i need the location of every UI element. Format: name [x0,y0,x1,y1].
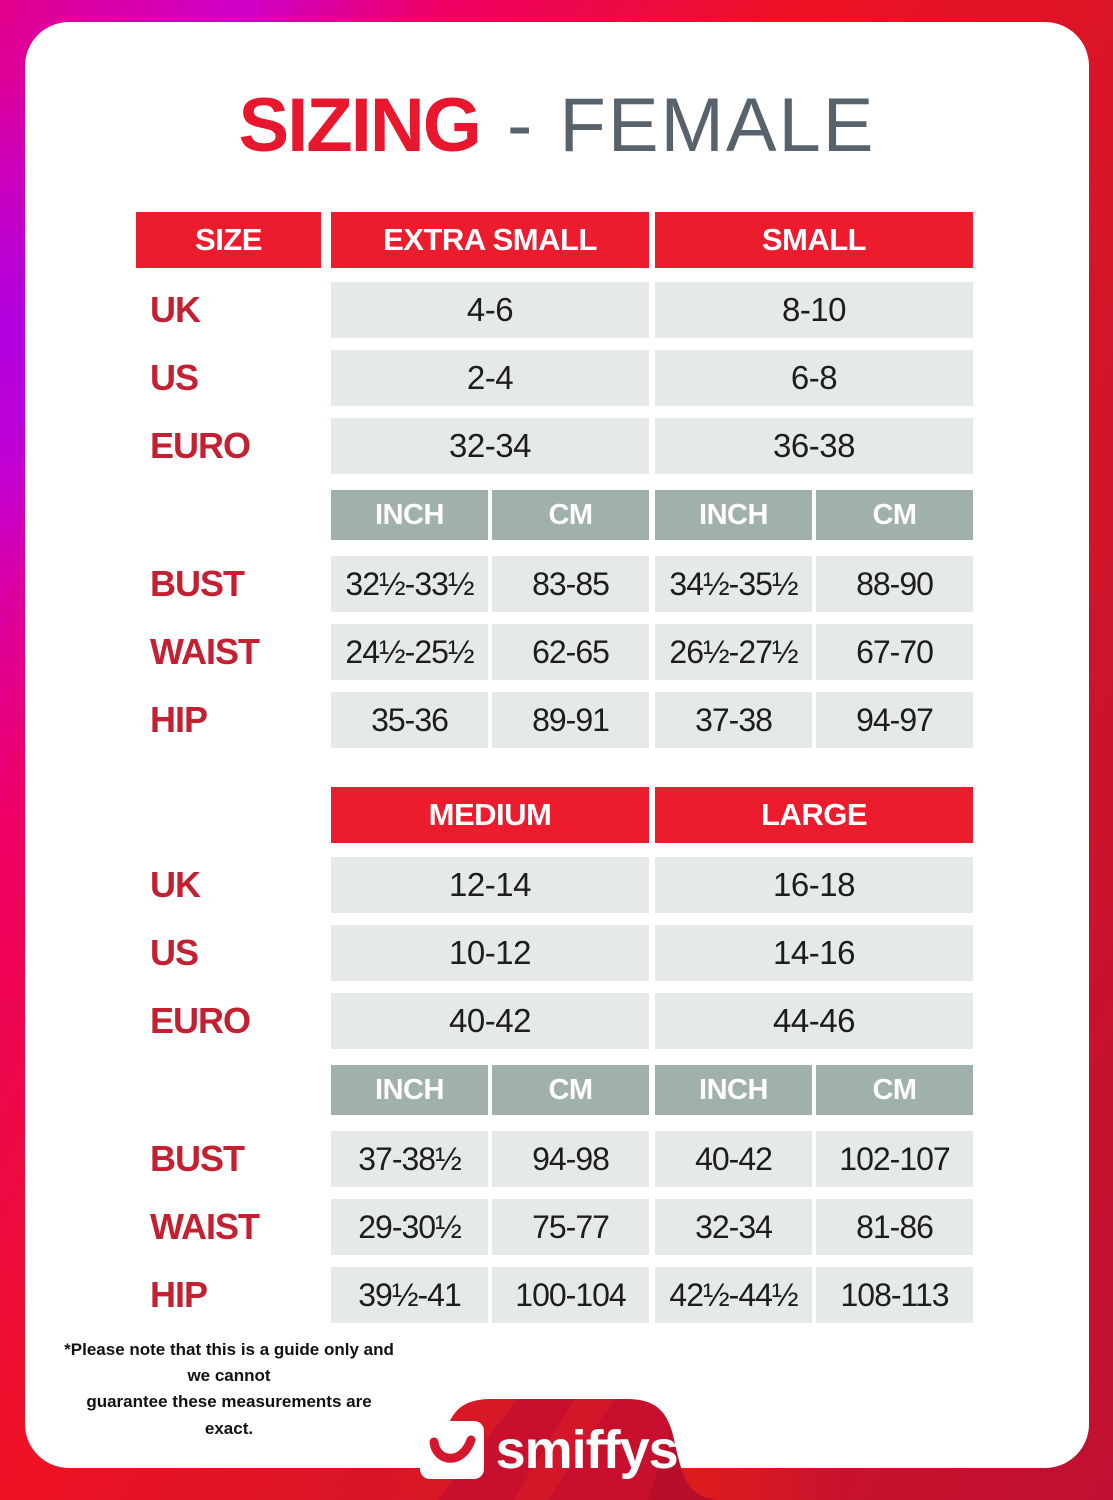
row-label: US [150,357,199,398]
row-label: BUST [150,563,244,604]
cell: 94-98 [492,1131,649,1187]
table-row-waist [136,1199,973,1255]
row-label: WAIST [150,631,259,672]
unit-header-cm: CM [492,1065,649,1115]
cell: 39½-41 [331,1267,488,1323]
cell: 44-46 [655,993,973,1049]
smile-glyph [426,1428,478,1472]
cell: 36-38 [655,418,973,474]
table-row-euro [136,993,973,1049]
cell: 2-4 [331,350,649,406]
row-label: UK [150,289,200,330]
row-label: UK [150,864,200,905]
cell: 34½-35½ [655,556,812,612]
row-label: HIP [150,1274,208,1315]
spacer [136,1065,321,1115]
row-label: EURO [150,425,251,466]
column-header-medium: MEDIUM [331,787,649,843]
table-row-bust [136,556,973,612]
table-row-us [136,350,973,406]
unit-header-cm: CM [816,490,973,540]
cell: 100-104 [492,1267,649,1323]
cell: 89-91 [492,692,649,748]
cell: 81-86 [816,1199,973,1255]
cell: 10-12 [331,925,649,981]
logo-wordmark: smiffys [495,1420,678,1480]
unit-header-inch: INCH [331,1065,488,1115]
size-table-m-l [136,787,973,1335]
table-row-waist [136,624,973,680]
smile-icon [420,1421,484,1479]
cell: 14-16 [655,925,973,981]
cell: 40-42 [331,993,649,1049]
table-row-hip [136,1267,973,1323]
table-row-uk [136,857,973,913]
size-table-xs-s [136,212,973,760]
cell: 16-18 [655,857,973,913]
title-separator: - [506,83,533,168]
unit-header-inch: INCH [655,490,812,540]
cell: 108-113 [816,1267,973,1323]
unit-header-row [136,490,973,540]
cell: 32½-33½ [331,556,488,612]
cell: 35-36 [331,692,488,748]
row-label: WAIST [150,1206,259,1247]
cell: 94-97 [816,692,973,748]
cell: 37-38½ [331,1131,488,1187]
size-header-cell: SIZE [136,212,321,268]
cell: 24½-25½ [331,624,488,680]
spacer [136,490,321,540]
table-row-uk [136,282,973,338]
table-row-euro [136,418,973,474]
page-title [25,82,1089,169]
cell: 8-10 [655,282,973,338]
unit-header-cm: CM [816,1065,973,1115]
row-label: EURO [150,1000,251,1041]
cell: 75-77 [492,1199,649,1255]
unit-header-inch: INCH [331,490,488,540]
cell: 42½-44½ [655,1267,812,1323]
row-label: HIP [150,699,208,740]
cell: 102-107 [816,1131,973,1187]
disclaimer-note [63,1337,395,1442]
row-label: US [150,932,199,973]
cell: 40-42 [655,1131,812,1187]
cell: 29-30½ [331,1199,488,1255]
unit-header-inch: INCH [655,1065,812,1115]
smiffys-logo [398,1386,720,1500]
column-header-small: SMALL [655,212,973,268]
title-primary: SIZING [238,83,480,168]
cell: 67-70 [816,624,973,680]
cell: 83-85 [492,556,649,612]
cell: 4-6 [331,282,649,338]
cell: 6-8 [655,350,973,406]
cell: 12-14 [331,857,649,913]
unit-header-cm: CM [492,490,649,540]
title-secondary: FEMALE [559,83,876,168]
cell: 88-90 [816,556,973,612]
table-row-us [136,925,973,981]
cell: 26½-27½ [655,624,812,680]
disclaimer-line-1: *Please note that this is a guide only and we cannot [64,1339,394,1385]
table-row-bust [136,1131,973,1187]
logo-trademark: TM [679,1442,699,1458]
cell: 32-34 [331,418,649,474]
cell: 32-34 [655,1199,812,1255]
disclaimer-line-2: guarantee these measurements are exact. [86,1392,372,1438]
cell: 62-65 [492,624,649,680]
cell: 37-38 [655,692,812,748]
spacer [136,787,321,843]
row-label: BUST [150,1138,244,1179]
column-header-extra-small: EXTRA SMALL [331,212,649,268]
content-panel [25,22,1089,1468]
column-header-large: LARGE [655,787,973,843]
table-header-row [136,787,973,843]
unit-header-row [136,1065,973,1115]
table-header-row [136,212,973,268]
table-row-hip [136,692,973,748]
